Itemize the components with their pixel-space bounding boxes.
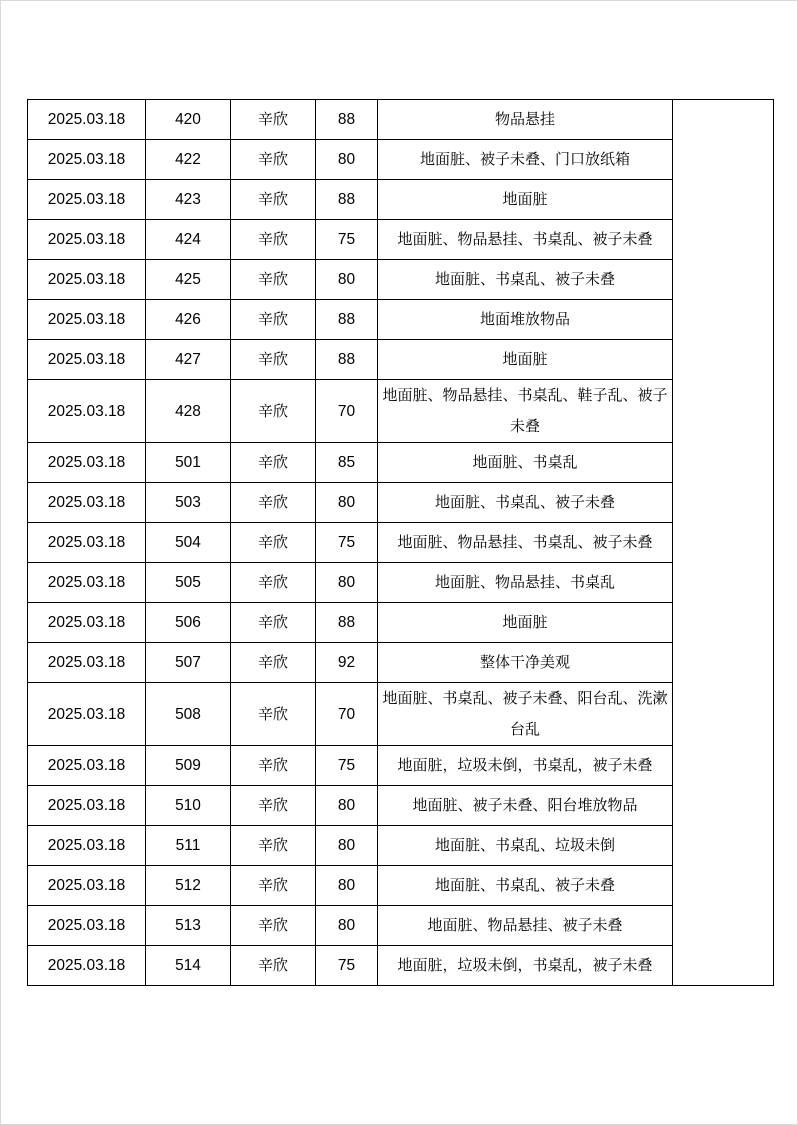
date-cell: 2025.03.18 (28, 140, 146, 180)
inspector-cell: 辛欣 (231, 220, 316, 260)
date-cell: 2025.03.18 (28, 380, 146, 443)
remark-cell: 地面脏、物品悬挂、书桌乱、鞋子乱、被子未叠 (378, 380, 673, 443)
remark-cell: 地面脏，垃圾未倒，书桌乱，被子未叠 (378, 746, 673, 786)
inspector-cell: 辛欣 (231, 906, 316, 946)
inspector-cell: 辛欣 (231, 523, 316, 563)
remark-cell: 地面脏、物品悬挂、书桌乱、被子未叠 (378, 220, 673, 260)
room-cell: 504 (146, 523, 231, 563)
inspector-cell: 辛欣 (231, 683, 316, 746)
remark-cell: 地面脏、书桌乱 (378, 443, 673, 483)
inspector-cell: 辛欣 (231, 443, 316, 483)
room-cell: 509 (146, 746, 231, 786)
inspector-cell: 辛欣 (231, 786, 316, 826)
remark-cell: 地面脏、物品悬挂、被子未叠 (378, 906, 673, 946)
room-cell: 510 (146, 786, 231, 826)
table-row (28, 100, 774, 140)
table-row (28, 563, 774, 603)
table-row (28, 683, 774, 746)
score-cell: 75 (316, 746, 378, 786)
date-cell: 2025.03.18 (28, 340, 146, 380)
room-cell: 511 (146, 826, 231, 866)
room-cell: 514 (146, 946, 231, 986)
date-cell: 2025.03.18 (28, 180, 146, 220)
inspector-cell: 辛欣 (231, 603, 316, 643)
room-cell: 505 (146, 563, 231, 603)
inspector-cell: 辛欣 (231, 260, 316, 300)
score-cell: 88 (316, 340, 378, 380)
table-row (28, 786, 774, 826)
room-cell: 512 (146, 866, 231, 906)
inspection-table (27, 99, 774, 986)
table-row (28, 180, 774, 220)
score-cell: 88 (316, 603, 378, 643)
remark-cell: 地面脏、物品悬挂、书桌乱 (378, 563, 673, 603)
table-row (28, 866, 774, 906)
score-cell: 80 (316, 866, 378, 906)
room-cell: 427 (146, 340, 231, 380)
blank-notes-cell (673, 100, 774, 986)
score-cell: 75 (316, 946, 378, 986)
score-cell: 80 (316, 483, 378, 523)
remark-cell: 地面脏、书桌乱、被子未叠、阳台乱、洗漱台乱 (378, 683, 673, 746)
inspector-cell: 辛欣 (231, 563, 316, 603)
room-cell: 422 (146, 140, 231, 180)
score-cell: 88 (316, 100, 378, 140)
room-cell: 425 (146, 260, 231, 300)
remark-cell: 地面脏、书桌乱、垃圾未倒 (378, 826, 673, 866)
score-cell: 70 (316, 683, 378, 746)
inspector-cell: 辛欣 (231, 746, 316, 786)
inspector-cell: 辛欣 (231, 300, 316, 340)
remark-cell: 地面脏，垃圾未倒，书桌乱，被子未叠 (378, 946, 673, 986)
date-cell: 2025.03.18 (28, 946, 146, 986)
remark-cell: 地面脏、被子未叠、门口放纸箱 (378, 140, 673, 180)
table-row (28, 643, 774, 683)
date-cell: 2025.03.18 (28, 643, 146, 683)
table-row (28, 380, 774, 443)
inspector-cell: 辛欣 (231, 340, 316, 380)
table-body (28, 100, 774, 986)
inspector-cell: 辛欣 (231, 380, 316, 443)
date-cell: 2025.03.18 (28, 220, 146, 260)
room-cell: 424 (146, 220, 231, 260)
remark-cell: 地面脏、书桌乱、被子未叠 (378, 866, 673, 906)
remark-cell: 地面脏、书桌乱、被子未叠 (378, 483, 673, 523)
inspector-cell: 辛欣 (231, 100, 316, 140)
date-cell: 2025.03.18 (28, 746, 146, 786)
date-cell: 2025.03.18 (28, 826, 146, 866)
score-cell: 88 (316, 180, 378, 220)
room-cell: 506 (146, 603, 231, 643)
remark-cell: 地面脏 (378, 603, 673, 643)
room-cell: 426 (146, 300, 231, 340)
room-cell: 423 (146, 180, 231, 220)
inspector-cell: 辛欣 (231, 140, 316, 180)
date-cell: 2025.03.18 (28, 906, 146, 946)
inspector-cell: 辛欣 (231, 866, 316, 906)
remark-cell: 地面脏、被子未叠、阳台堆放物品 (378, 786, 673, 826)
room-cell: 501 (146, 443, 231, 483)
room-cell: 513 (146, 906, 231, 946)
date-cell: 2025.03.18 (28, 683, 146, 746)
date-cell: 2025.03.18 (28, 483, 146, 523)
inspector-cell: 辛欣 (231, 180, 316, 220)
table-row (28, 140, 774, 180)
date-cell: 2025.03.18 (28, 786, 146, 826)
table-row (28, 946, 774, 986)
date-cell: 2025.03.18 (28, 603, 146, 643)
score-cell: 70 (316, 380, 378, 443)
score-cell: 85 (316, 443, 378, 483)
room-cell: 507 (146, 643, 231, 683)
table-row (28, 603, 774, 643)
score-cell: 80 (316, 826, 378, 866)
inspector-cell: 辛欣 (231, 946, 316, 986)
table-row (28, 300, 774, 340)
remark-cell: 地面脏 (378, 180, 673, 220)
date-cell: 2025.03.18 (28, 866, 146, 906)
room-cell: 428 (146, 380, 231, 443)
remark-cell: 整体干净美观 (378, 643, 673, 683)
table-row (28, 746, 774, 786)
table-row (28, 220, 774, 260)
date-cell: 2025.03.18 (28, 563, 146, 603)
remark-cell: 地面脏、书桌乱、被子未叠 (378, 260, 673, 300)
room-cell: 508 (146, 683, 231, 746)
date-cell: 2025.03.18 (28, 100, 146, 140)
score-cell: 80 (316, 140, 378, 180)
date-cell: 2025.03.18 (28, 300, 146, 340)
score-cell: 80 (316, 563, 378, 603)
score-cell: 92 (316, 643, 378, 683)
table-row (28, 260, 774, 300)
score-cell: 80 (316, 786, 378, 826)
table-row (28, 483, 774, 523)
remark-cell: 物品悬挂 (378, 100, 673, 140)
room-cell: 503 (146, 483, 231, 523)
score-cell: 80 (316, 260, 378, 300)
table-row (28, 523, 774, 563)
inspector-cell: 辛欣 (231, 483, 316, 523)
date-cell: 2025.03.18 (28, 523, 146, 563)
table-row (28, 906, 774, 946)
remark-cell: 地面脏 (378, 340, 673, 380)
table-row (28, 340, 774, 380)
score-cell: 88 (316, 300, 378, 340)
score-cell: 75 (316, 220, 378, 260)
table-row (28, 826, 774, 866)
date-cell: 2025.03.18 (28, 260, 146, 300)
remark-cell: 地面堆放物品 (378, 300, 673, 340)
remark-cell: 地面脏、物品悬挂、书桌乱、被子未叠 (378, 523, 673, 563)
inspector-cell: 辛欣 (231, 643, 316, 683)
inspector-cell: 辛欣 (231, 826, 316, 866)
table-row (28, 443, 774, 483)
date-cell: 2025.03.18 (28, 443, 146, 483)
score-cell: 75 (316, 523, 378, 563)
room-cell: 420 (146, 100, 231, 140)
score-cell: 80 (316, 906, 378, 946)
